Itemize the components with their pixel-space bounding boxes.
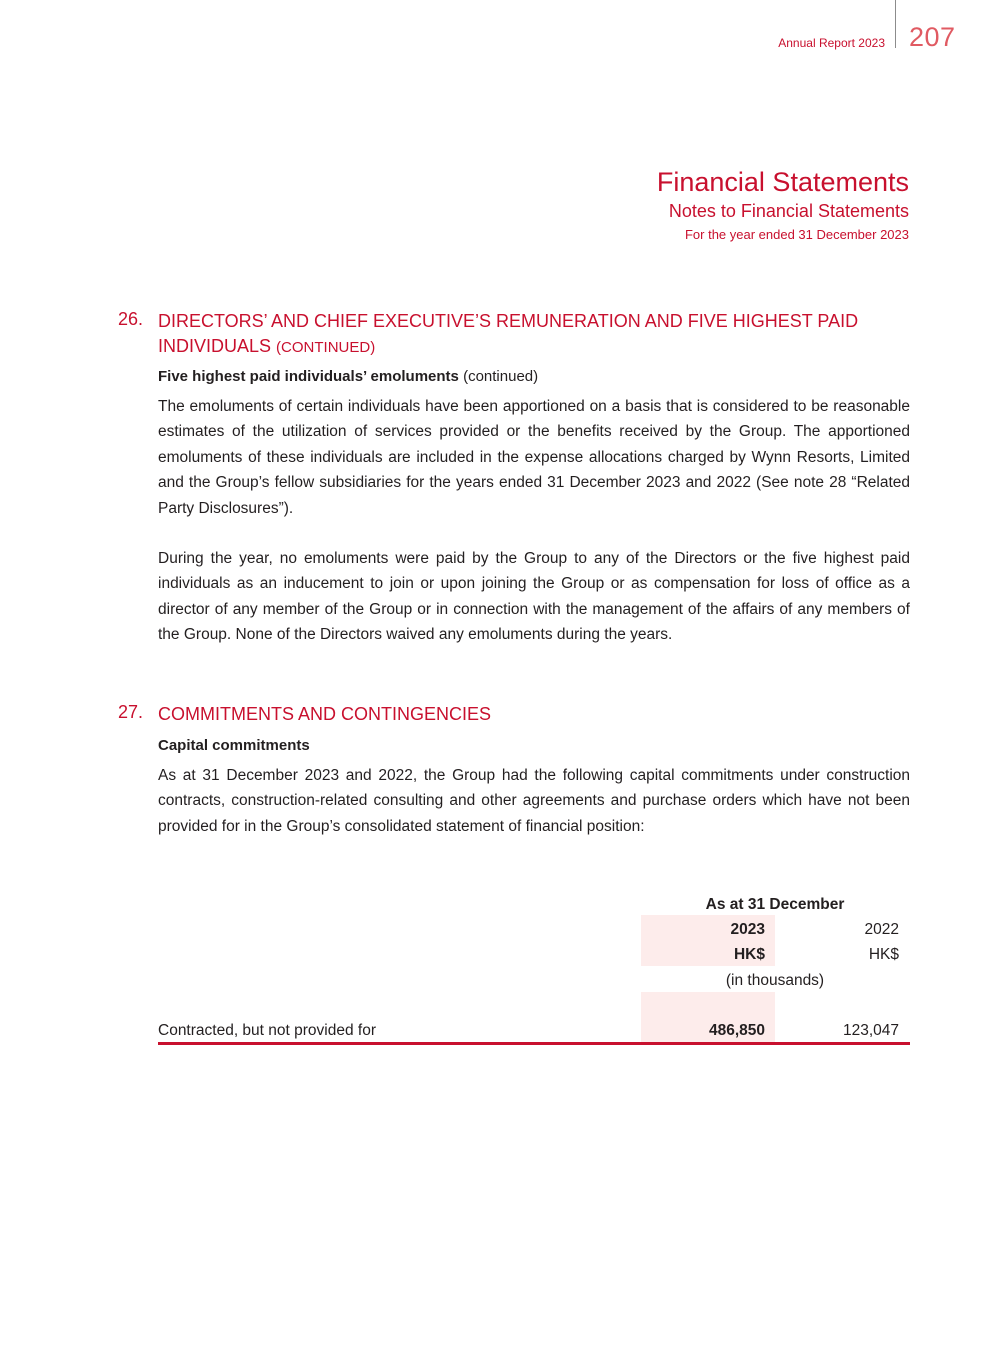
value-2022: 123,047	[842, 1022, 899, 1039]
note-27-subheading: Capital commitments	[158, 737, 310, 754]
note-26-subheading-text: Five highest paid individuals’ emoluments	[158, 368, 459, 385]
note-26-heading-line1: DIRECTORS’ AND CHIEF EXECUTIVE’S REMUNERATION AND FIVE HIGHEST PAID	[158, 311, 859, 331]
value-2023: 486,850	[708, 1022, 765, 1039]
unit-2022: HK$	[868, 946, 899, 963]
note-26-heading	[158, 309, 910, 360]
column-header-2022: 2022	[864, 921, 899, 938]
note-27-paragraph: As at 31 December 2023 and 2022, the Group had the following capital commitments under construction contracts, construction-related consulting and other agreements and purchase orders which have not been provided for in the Group’s consolidated statement of financial position:	[158, 767, 910, 835]
table-row-label: Contracted, but not provided for	[158, 1022, 376, 1039]
note-26-heading-line2	[158, 334, 910, 360]
note-26-subheading-suffix: (continued)	[463, 368, 539, 385]
title-block	[657, 166, 909, 246]
unit-2023: HK$	[733, 946, 765, 963]
page-number: 207	[909, 22, 956, 52]
table-group-header: As at 31 December	[705, 896, 845, 913]
note-26-heading-text: INDIVIDUALS	[158, 336, 272, 356]
reporting-period: For the year ended 31 December 2023	[684, 227, 909, 242]
note-26-number: 26.	[118, 309, 144, 329]
page-subtitle: Notes to Financial Statements	[668, 201, 909, 221]
header-divider	[895, 0, 896, 48]
table-scale-note: (in thousands)	[725, 972, 825, 989]
note-27-number: 27.	[118, 702, 144, 722]
note-27-heading: COMMITMENTS AND CONTINGENCIES	[158, 704, 492, 724]
note-26-paragraph-1: The emoluments of certain individuals have been apportioned on a basis that is considered to be reasonable estimates of the utilization of services provided or the benefits received by the Group. The apportioned emoluments of these individuals are included in the expense allocations charged by Wynn Resorts, Limited and the Group’s fellow subsidiaries for the years ended 31 December 2023 and 2022 (See note 28 “Related Party Disclosures”).	[158, 398, 910, 517]
column-header-2023: 2023	[730, 921, 765, 938]
note-26-paragraph-2: During the year, no emoluments were paid by the Group to any of the Directors or the five highest paid individuals as an inducement to join or upon joining the Group or as compensation for loss of office as a director of any member of the Group or in connection with the management of the affairs of any members of the Group. None of the Directors waived any emoluments during the years.	[158, 550, 910, 644]
page-title: Financial Statements	[656, 167, 909, 197]
table-bottom-rule	[158, 1042, 910, 1045]
note-26-heading-suffix: (CONTINUED)	[276, 339, 376, 356]
report-label: Annual Report 2023	[778, 36, 885, 50]
note-26-subheading	[158, 366, 538, 388]
